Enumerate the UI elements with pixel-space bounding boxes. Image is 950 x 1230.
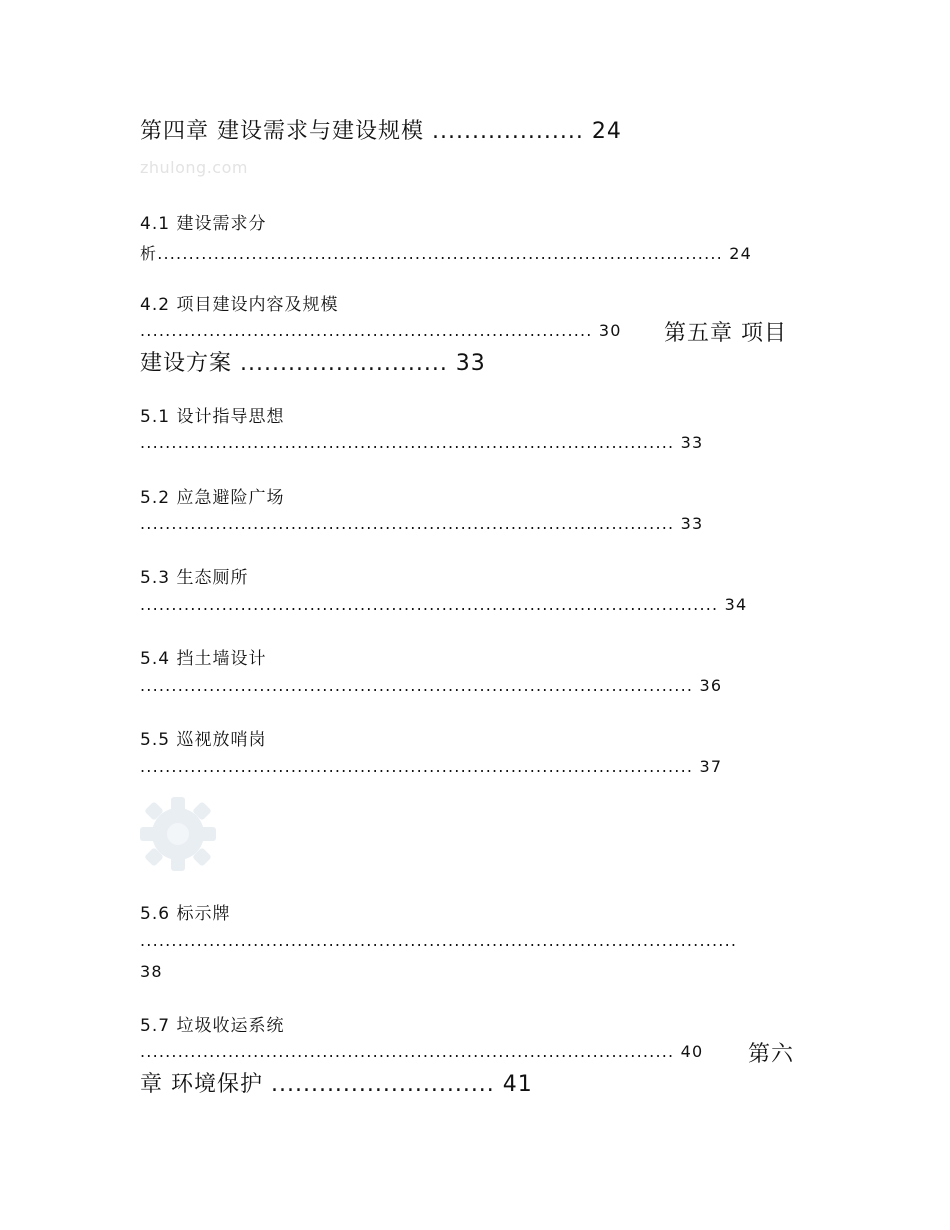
toc-chapter-6-part1[interactable]: 第六 — [748, 1042, 795, 1067]
toc-chapter-5-part2[interactable]: 建设方案 .......................... 33 — [140, 351, 486, 376]
toc-chapter-4[interactable]: 第四章 建设需求与建设规模 ................... 24 — [140, 119, 622, 144]
toc-section-5-7-title[interactable]: 5.7 垃圾收运系统 — [140, 1016, 285, 1036]
toc-section-5-5-title[interactable]: 5.5 巡视放哨岗 — [140, 730, 267, 750]
toc-section-5-6-leader: ............................................................................................... — [140, 931, 738, 950]
toc-section-4-2-leader: ........................................................................ 30 — [140, 321, 622, 340]
toc-section-5-1-leader: ..................................................................................... 33 — [140, 433, 704, 452]
toc-section-5-4-leader: ........................................................................................ 36 — [140, 676, 723, 695]
toc-section-4-1-leader: 析.......................................................................................... 24 — [140, 244, 752, 263]
watermark-logo-icon — [138, 795, 218, 873]
toc-section-4-2-title[interactable]: 4.2 项目建设内容及规模 — [140, 295, 339, 315]
toc-section-5-1-title[interactable]: 5.1 设计指导思想 — [140, 407, 285, 427]
toc-section-5-3-leader: ............................................................................................ 34 — [140, 595, 748, 614]
toc-section-5-2-leader: ..................................................................................... 33 — [140, 514, 704, 533]
toc-section-5-6-page: 38 — [140, 962, 163, 981]
watermark-text: zhulong.com — [140, 158, 248, 177]
toc-chapter-5-part1[interactable]: 第五章 项目 — [664, 321, 787, 346]
toc-section-5-2-title[interactable]: 5.2 应急避险广场 — [140, 488, 285, 508]
toc-section-5-5-leader: ........................................................................................ 37 — [140, 757, 723, 776]
toc-section-5-3-title[interactable]: 5.3 生态厕所 — [140, 568, 249, 588]
toc-section-5-6-title[interactable]: 5.6 标示牌 — [140, 904, 231, 924]
toc-section-5-7-leader: ..................................................................................... 40 — [140, 1042, 704, 1061]
toc-chapter-6-part2[interactable]: 章 环境保护 ............................ 41 — [140, 1072, 533, 1097]
toc-section-4-1-title[interactable]: 4.1 建设需求分 — [140, 214, 267, 234]
toc-section-5-4-title[interactable]: 5.4 挡土墙设计 — [140, 649, 267, 669]
